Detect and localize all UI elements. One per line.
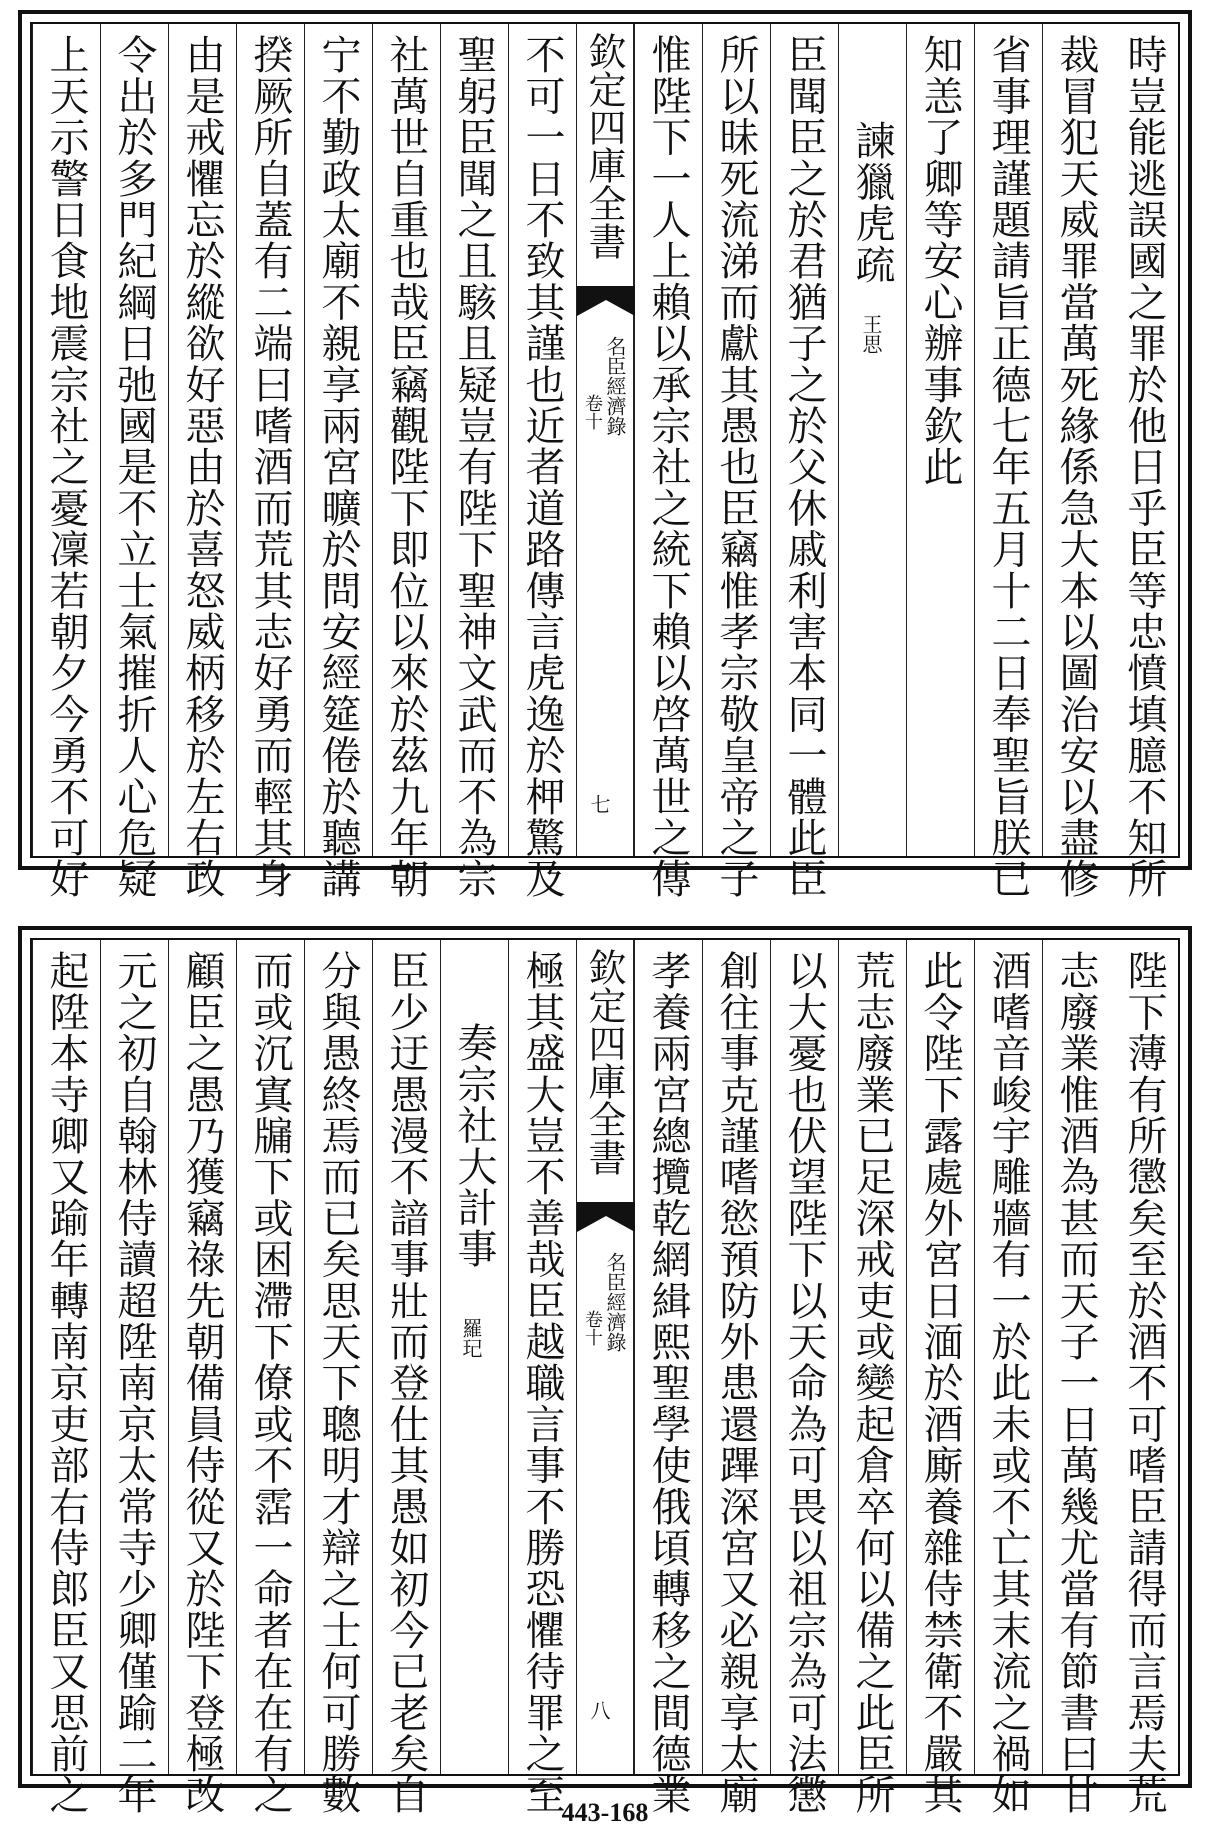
text-column (100, 24, 168, 900)
column-text: 創往事克謹嗜慾預防外患還蹕深宮又必親享太廟 (713, 950, 759, 1816)
volume-label: 卷十 (582, 394, 603, 430)
column-text: 上天示警日食地震宗社之憂凜若朝夕今勇不可好 (43, 34, 89, 900)
text-column (770, 24, 838, 900)
author-name: 羅玘 (459, 1318, 483, 1358)
column-text: 荒志廢業已足深戒吏或變起倉卒何以備之此臣所 (849, 950, 895, 1816)
column-text: 起陞本寺卿又踰年轉南京吏部右侍郎臣又思前之 (43, 950, 89, 1816)
column-text: 分與愚終焉而已矣思天下聰明才辯之士何可勝數 (315, 950, 361, 1816)
title-column (838, 24, 906, 856)
text-column (974, 24, 1042, 900)
text-column (32, 940, 100, 1816)
column-text: 極其盛大豈不善哉臣越職言事不勝恐懼待罪之至 (519, 950, 565, 1816)
column-text: 時豈能逃誤國之罪於他日乎臣等忠憤填臆不知所 (1121, 34, 1167, 900)
text-column (838, 940, 906, 1816)
text-column (440, 24, 508, 900)
column-text: 而或沉寘牖下或困滯下僚或不霑一命者在在有之 (247, 950, 293, 1816)
column-text: 元之初自翰林侍讀超陞南京太常寺少卿僅踰二年 (111, 950, 157, 1816)
text-column (1110, 940, 1178, 1816)
text-column (236, 24, 304, 900)
text-column (304, 24, 372, 900)
volume-label: 卷十 (582, 1310, 603, 1346)
column-text: 以大憂也伏望陛下以天命為可畏以祖宗為可法懲 (781, 950, 827, 1816)
text-column (702, 940, 770, 1816)
fishtail-mark (577, 1202, 635, 1232)
text-column (32, 24, 100, 900)
page-number: 七 (587, 794, 611, 814)
column-text: 志廢業惟酒為甚而天子一日萬幾尤當有節書曰甘 (1053, 950, 1099, 1816)
column-text: 酒嗜音峻宇雕牆有一於此未或不亡其末流之禍如 (985, 950, 1031, 1816)
text-column (974, 940, 1042, 1816)
column-text: 臣少迂愚漫不諳事壯而登仕其愚如初今已老矣自 (383, 950, 429, 1816)
column-text: 所以昧死流涕而獻其愚也臣竊惟孝宗敬皇帝之子 (713, 34, 759, 900)
memorial-title: 奏宗社大計事 (451, 1022, 497, 1270)
author-name: 王思 (859, 314, 883, 354)
text-column (508, 24, 576, 900)
column-text: 令出於多門紀綱日弛國是不立士氣摧折人心危疑 (111, 34, 157, 900)
column-text: 顧臣之愚乃獲竊祿先朝備員侍從又於陛下登極改 (179, 950, 225, 1816)
text-column (100, 940, 168, 1816)
column-text: 此令陛下露處外宮日湎於酒廝養雜侍禁衛不嚴其 (917, 950, 963, 1816)
text-column (906, 940, 974, 1816)
book-title: 名臣經濟錄 (603, 1252, 627, 1352)
text-column (906, 24, 974, 856)
column-text: 臣聞臣之於君猶子之於父休戚利害本同一體此臣 (781, 34, 827, 900)
column-text: 惟陛下一人上賴以承宗社之統下賴以啓萬世之傳 (645, 34, 691, 900)
text-column (634, 940, 702, 1816)
column-text: 孝養兩宮總攬乾網緝熙聖學使俄頃轉移之間德業 (645, 950, 691, 1816)
column-text: 聖躬臣聞之且駭且疑豈有陛下聖神文武而不為宗 (451, 34, 497, 900)
center-fold (576, 24, 634, 856)
text-column (168, 24, 236, 900)
column-text: 由是戒懼忘於縱欲好惡由於喜怒威柄移於左右政 (179, 34, 225, 900)
text-column (702, 24, 770, 900)
text-column (304, 940, 372, 1816)
text-column (508, 940, 576, 1816)
page-number: 八 (587, 1700, 611, 1720)
column-text: 揆厥所自蓋有二端曰嗜酒而荒其志好勇而輕其身 (247, 34, 293, 900)
upper-page (18, 10, 1192, 900)
column-text: 知恙了卿等安心辦事欽此 (917, 34, 963, 488)
column-text: 裁冒犯天威罪當萬死緣係急大本以圖治安以盡修 (1053, 34, 1099, 900)
title-column (440, 940, 508, 1774)
column-text: 陛下薄有所懲矣至於酒不可嗜臣請得而言焉夫荒 (1121, 950, 1167, 1816)
text-column (1042, 940, 1110, 1816)
text-column (236, 940, 304, 1816)
center-fold (576, 940, 634, 1774)
column-text: 社萬世自重也哉臣竊觀陛下即位以來於茲九年朝 (383, 34, 429, 900)
text-column (372, 24, 440, 900)
column-text: 宁不勤政太廟不親享兩宮曠於問安經筵倦於聽講 (315, 34, 361, 900)
library-title: 欽定四庫全書 (582, 32, 626, 260)
text-column (634, 24, 702, 900)
text-column (1042, 24, 1110, 900)
column-text: 不可一日不致其謹也近者道路傳言虎逸於柙驚及 (519, 34, 565, 900)
library-title: 欽定四庫全書 (582, 948, 626, 1176)
memorial-title: 諫獵虎疏 (849, 120, 895, 285)
text-column (372, 940, 440, 1816)
column-text: 省事理謹題請旨正德七年五月十二日奉聖旨朕已 (985, 34, 1031, 900)
page-footer-number: 443-168 (561, 1798, 649, 1827)
text-column (770, 940, 838, 1816)
book-title: 名臣經濟錄 (603, 336, 627, 436)
upper-page-frame (30, 22, 1180, 900)
text-column (1110, 24, 1178, 900)
text-column (168, 940, 236, 1816)
fishtail-mark (577, 286, 635, 316)
